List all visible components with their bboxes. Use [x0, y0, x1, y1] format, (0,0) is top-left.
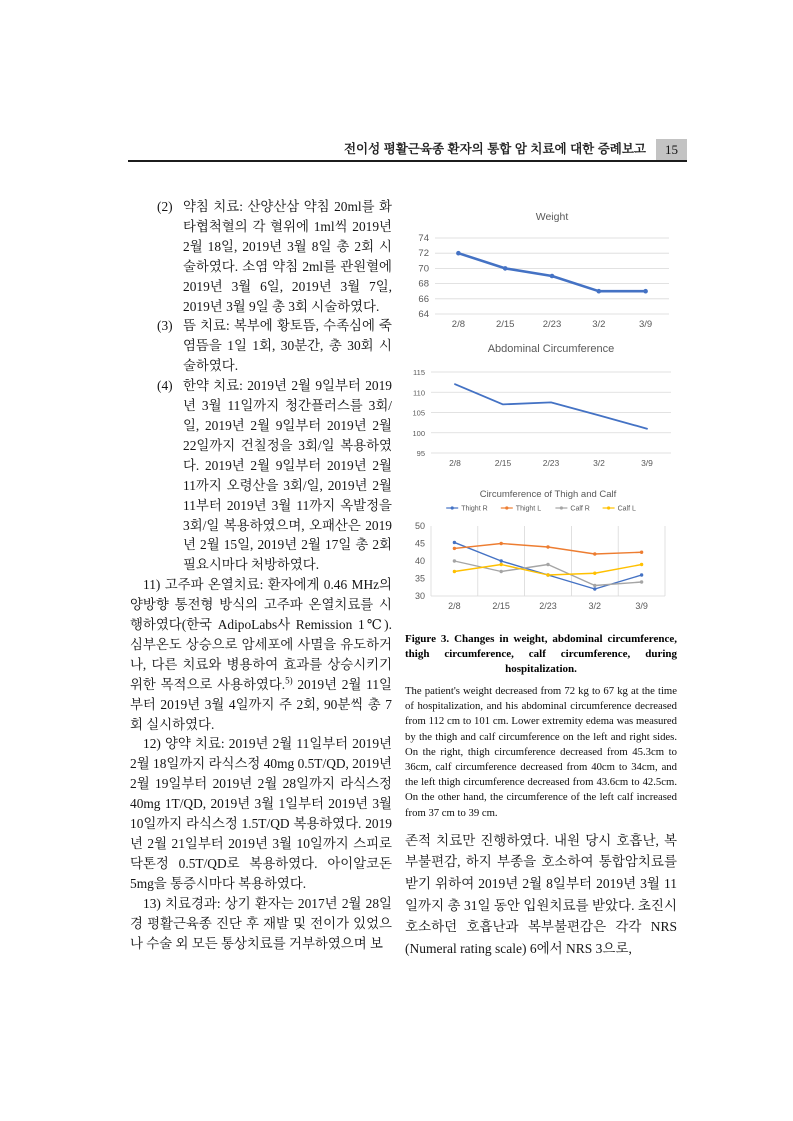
- svg-text:50: 50: [414, 521, 425, 531]
- svg-text:2/15: 2/15: [495, 319, 515, 330]
- svg-text:105: 105: [412, 408, 425, 418]
- svg-text:Calf R: Calf R: [570, 505, 590, 513]
- paragraph-11: [130, 575, 392, 734]
- paragraph-12: 12) 양약 치료: 2019년 2월 11일부터 2019년 2월 18일까지 라식스정 40mg 0.5T/QD, 2019년 2월 19일부터 2019년 2월 28일까지 라식스정 40mg 1T/QD, 2019년 3월 1일부터 2019년 3월 10일까지 라식스정 1.5T/QD 복용하였다. 2019년 2월 21일부터 2019년 3월 10일까지 스피로닥톤정 0.5T/QD로 복용하였다. 아이알코돈 5mg을 통증시마다 복용하였다.: [130, 736, 392, 891]
- svg-text:95: 95: [416, 449, 425, 458]
- svg-text:72: 72: [418, 248, 429, 260]
- footnote-reference-5: 5): [285, 675, 293, 686]
- svg-text:68: 68: [418, 278, 429, 290]
- svg-text:3/2: 3/2: [593, 458, 605, 468]
- svg-text:Abdominal Circumference: Abdominal Circumference: [487, 343, 615, 355]
- svg-text:70: 70: [418, 263, 429, 275]
- svg-text:74: 74: [418, 233, 429, 244]
- svg-text:2/8: 2/8: [451, 319, 466, 330]
- right-column-paragraph: 존적 치료만 진행하였다. 내원 당시 호흡난, 복부불편감, 하지 부종을 호소하여 통합암치료를 받기 위하여 2019년 2월 8일부터 2019년 3월 11일까지 총 31일 동안 입원치료를 받았다. 초진시 호소하던 호흡난과 복부불편감은 각각 NRS (Numeral rating scale) 6에서 NRS 3으로,: [405, 832, 677, 956]
- svg-text:66: 66: [418, 293, 429, 305]
- thigh-calf-circumference-chart: [405, 484, 677, 624]
- svg-text:115: 115: [413, 368, 425, 377]
- svg-text:3/9: 3/9: [638, 319, 653, 330]
- svg-text:2/23: 2/23: [542, 319, 562, 330]
- svg-text:2/23: 2/23: [539, 601, 557, 611]
- svg-text:3/9: 3/9: [635, 601, 648, 611]
- list-item-2: [130, 197, 392, 316]
- svg-text:3/9: 3/9: [641, 458, 653, 468]
- paragraph-11-text-cont: 2019년 2월 11일부터 2019년 3월 4일까지 주 2회, 90분씩 총 7회 실시하였다.: [130, 676, 392, 732]
- right-column: [405, 196, 677, 959]
- svg-text:45: 45: [414, 538, 425, 549]
- svg-text:Calf L: Calf L: [617, 505, 636, 513]
- paragraph-11-text: 11) 고주파 온열치료: 환자에게 0.46 MHz의 양방향 통전형 방식의 고주파 온열치료를 시행하였다(한국 AdipoLabs사 Remission 1℃). 심부온도 상승으로 암세포에 사멸을 유도하거나, 다른 치료와 병용하여 효과를 상승시키기 위한 목적으로 사용하였다.: [130, 577, 392, 692]
- list-item-3-text: 뜸 치료: 복부에 황토뜸, 수족심에 죽염뜸을 1일 1회, 30분간, 총 30회 시술하였다.: [183, 318, 392, 374]
- page-header: [128, 139, 687, 162]
- svg-text:Thight L: Thight L: [515, 505, 542, 513]
- svg-text:100: 100: [412, 428, 425, 438]
- svg-text:30: 30: [414, 591, 425, 601]
- list-item-4-text: 한약 치료: 2019년 2월 9일부터 2019년 3월 11일까지 청간플러스를 3회/일, 2019년 2월 9일부터 2019년 2월 22일까지 건칠정을 3회/일 복용하였다. 2019년 2월 9일부터 2019년 2월 11까지 오령산을 3회/일, 2019년 2월 11부터 2019년 3월 11까지 옥발정을 3회/일 복용하였으며, 오패산은 2019년 2월 15일, 2019년 2월 17일 총 2회 필요시마다 처방하였다.: [183, 378, 392, 573]
- list-item-4-marker: (4): [157, 378, 173, 394]
- running-head-title: 전이성 평활근육종 환자의 통합 암 치료에 대한 증례보고: [343, 142, 646, 156]
- svg-text:2/8: 2/8: [448, 601, 461, 611]
- svg-text:Thight R: Thight R: [461, 505, 488, 513]
- list-item-2-text: 약침 치료: 산양산삼 약침 20ml를 화타협척혈의 각 혈위에 1ml씩 2019년 2월 18일, 2019년 3월 8일 총 2회 시술하였다. 소염 약침 2ml를 관원혈에 2019년 3월 6일, 2019년 3월 7일, 2019년 3월 9일 총 3회 시술하였다.: [183, 199, 392, 314]
- page-number-badge: 15: [656, 139, 687, 160]
- list-item-3-marker: (3): [157, 318, 173, 334]
- paragraph-13: 13) 치료경과: 상기 환자는 2017년 2월 28일경 평활근육종 진단 후 재발 및 전이가 있었으나 수술 외 모든 통상치료를 거부하였으며 보: [130, 895, 392, 951]
- svg-text:2/23: 2/23: [542, 458, 560, 468]
- svg-text:2/15: 2/15: [494, 458, 512, 468]
- svg-text:Circumference of Thigh and Cal: Circumference of Thigh and Calf: [479, 489, 617, 500]
- figure-description: The patient's weight decreased from 72 kg to 67 kg at the time of hospitalization, and his abdominal circumference decreased from 112 cm to 101 cm. Lower extremity edema was measured by the thigh and calf circumference on the left and right sides. On the right, thigh circumference decreased from 45.3cm to 36cm, calf circumference decreased from 40cm to 34cm, and the left thigh circumference decreased from 43.6cm to 42.5cm. On the other hand, the circumference of the left calf increased from 37 cm to 39 cm.: [405, 685, 677, 819]
- list-item-4: [130, 376, 392, 575]
- svg-text:40: 40: [414, 556, 425, 566]
- svg-text:110: 110: [413, 388, 425, 398]
- svg-text:3/2: 3/2: [588, 601, 602, 611]
- list-item-2-marker: (2): [157, 199, 173, 214]
- svg-text:2/15: 2/15: [492, 601, 510, 611]
- svg-text:2/8: 2/8: [449, 458, 461, 468]
- svg-text:Weight: Weight: [535, 211, 569, 223]
- svg-text:35: 35: [414, 573, 425, 584]
- svg-text:64: 64: [418, 309, 429, 320]
- figure-caption: Figure 3. Changes in weight, abdominal circumference, thigh circumference, calf circumference, during hospitalization.: [405, 633, 677, 675]
- abdominal-circumference-chart: [405, 336, 677, 468]
- left-text-column: [130, 197, 392, 953]
- weight-chart: [405, 200, 677, 330]
- svg-text:3/2: 3/2: [592, 319, 606, 330]
- list-item-3: [130, 316, 392, 376]
